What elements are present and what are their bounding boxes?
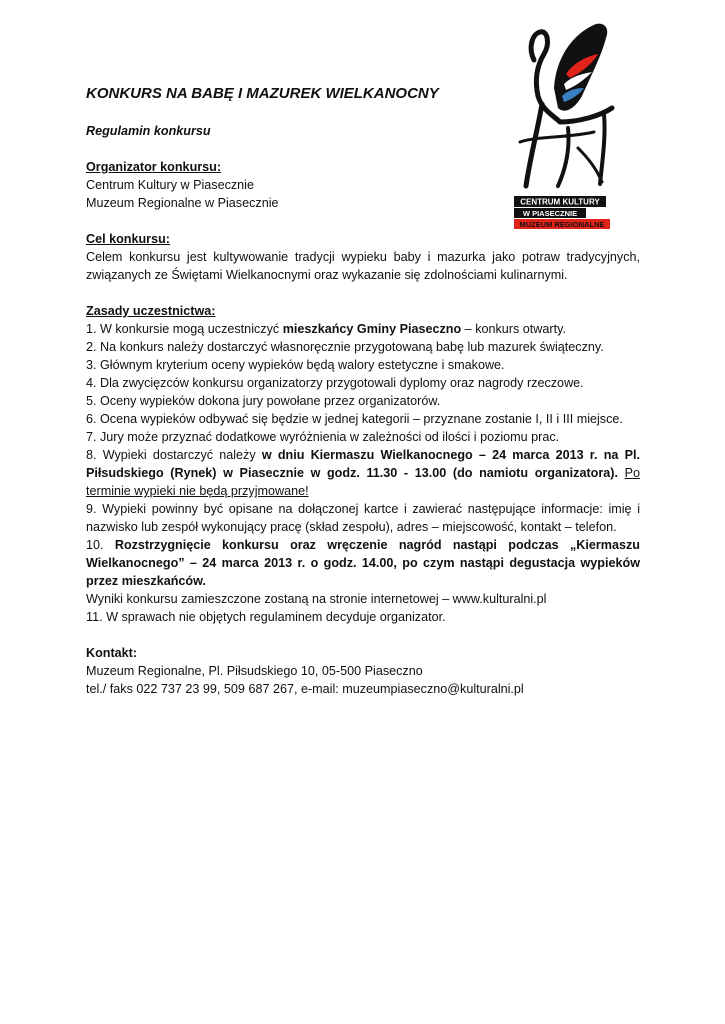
organizer-heading: Organizator konkursu: (86, 160, 222, 174)
rule-bold: Rozstrzygnięcie konkursu oraz wręczenie nagród nastąpi podczas „Kiermaszu Wielkanocnego” – 24 marca 2013 r. o godz. 14.00, po czym nastąpi degustacja wypieków przez mieszkańców. (86, 538, 640, 588)
contact-line: Muzeum Regionalne, Pl. Piłsudskiego 10, 05-500 Piaseczno (86, 664, 423, 678)
page-title: KONKURS NA BABĘ I MAZUREK WIELKANOCNY (86, 85, 439, 102)
rule-text: 10. (86, 538, 115, 552)
rule-underline: Po terminie wypieki nie będą przyjmowane! (86, 466, 640, 498)
organizer-line: Centrum Kultury w Piasecznie (86, 178, 254, 192)
logo-line2: W PIASECZNIE (522, 209, 578, 218)
rule-item: 4. Dla zwycięzców konkursu organizatorzy przygotowali dyplomy oraz nagrody rzeczowe. (86, 376, 584, 390)
rule-item: 11. W sprawach nie objętych regulaminem decyduje organizator. (86, 610, 446, 624)
logo-line1: CENTRUM KULTURY (520, 197, 600, 207)
rule-item: 5. Oceny wypieków dokona jury powołane przez organizatorów. (86, 394, 441, 408)
rule-bold: mieszkańcy Gminy Piaseczno (282, 322, 462, 336)
organizer-section (86, 158, 640, 212)
rule-item: 7. Jury może przyznać dodatkowe wyróżnienia w zależności od ilości i poziomu prac. (86, 430, 560, 444)
goal-heading: Cel konkursu: (86, 232, 170, 246)
rules-heading: Zasady uczestnictwa: (86, 304, 216, 318)
rule-bold: w dniu Kiermaszu Wielkanocnego – 24 marca 2013 r. na Pl. Piłsudskiego (Rynek) w Piasecznie w godz. 11.30 - 13.00 (do namiotu organizatora). (86, 448, 640, 480)
rule-item: Wyniki konkursu zamieszczone zostaną na stronie internetowej – www.kulturalni.pl (86, 592, 547, 606)
rule-item (86, 446, 640, 500)
rule-item: 9. Wypieki powinny być opisane na dołączonej kartce i zawierać następujące informacje: imię i nazwisko lub zespół wykonujący pracę (skład zespołu), adres – miejscowość, kontakt – telefon. (86, 502, 640, 534)
rule-item: 6. Ocena wypieków odbywać się będzie w jednej kategorii – przyznane zostanie I, II i III miejsce. (86, 412, 623, 426)
rules-section (86, 302, 640, 626)
contact-section (86, 644, 640, 698)
organizer-line: Muzeum Regionalne w Piasecznie (86, 196, 279, 210)
rule-item (86, 536, 640, 590)
rule-item: 2. Na konkurs należy dostarczyć własnoręcznie przygotowaną babę lub mazurek świąteczny. (86, 340, 604, 354)
document-body (86, 84, 640, 716)
contact-heading: Kontakt: (86, 646, 138, 660)
contact-line: tel./ faks 022 737 23 99, 509 687 267, e-mail: muzeumpiaseczno@kulturalni.pl (86, 682, 524, 696)
rule-item (86, 320, 640, 338)
rule-text: – konkurs otwarty. (461, 322, 566, 336)
rule-item: 3. Głównym kryterium oceny wypieków będą walory estetyczne i smakowe. (86, 358, 505, 372)
goal-section (86, 230, 640, 284)
page-subtitle: Regulamin konkursu (86, 124, 211, 138)
rule-text: 1. W konkursie mogą uczestniczyć (86, 322, 283, 336)
logo-line3: MUZEUM REGIONALNE (519, 220, 605, 229)
rule-text: 8. Wypieki dostarczyć należy (86, 448, 262, 462)
goal-text: Celem konkursu jest kultywowanie tradycji wypieku baby i mazurka jako potraw tradycyjnych, związanych ze Świętami Wielkanocnymi oraz wykazanie się zdolnościami kulinarnymi. (86, 250, 640, 282)
